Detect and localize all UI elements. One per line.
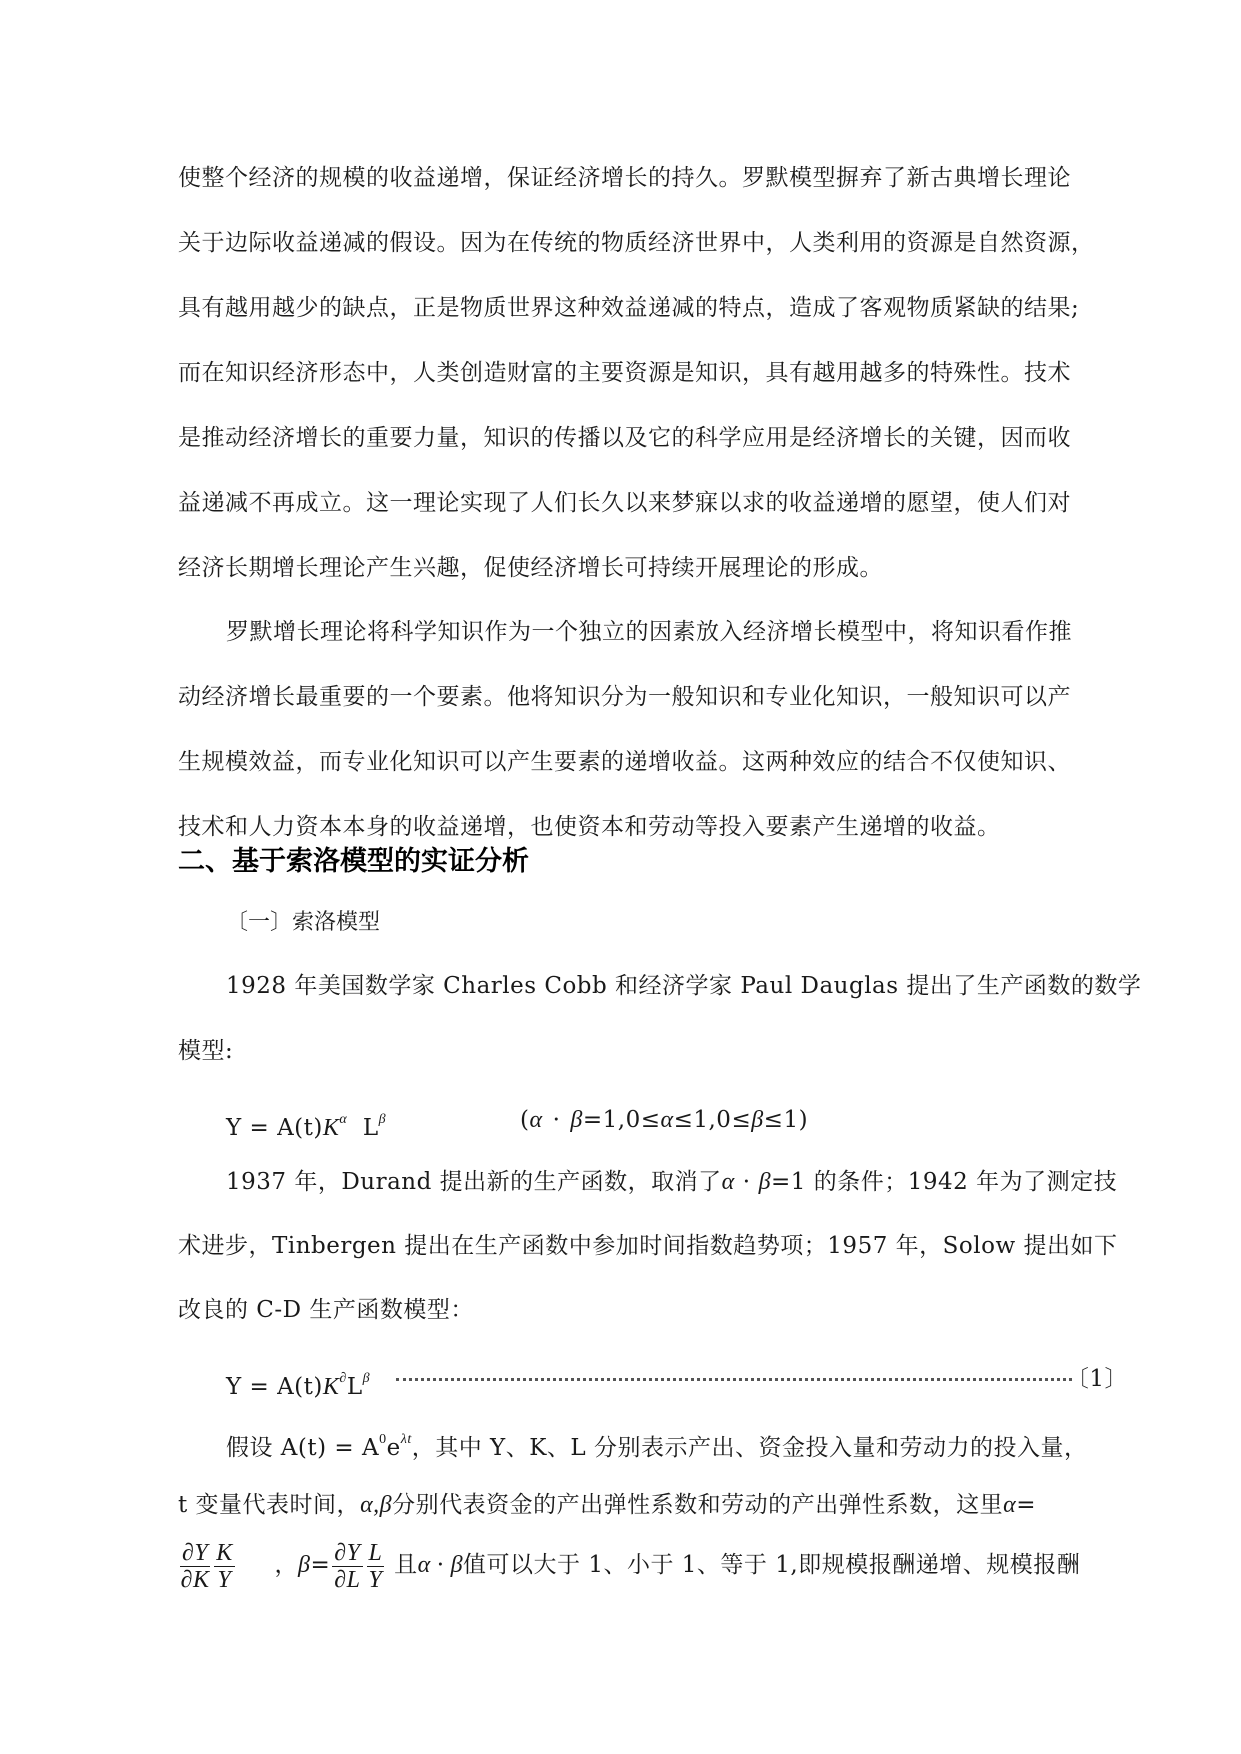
fraction-numerator: L bbox=[368, 1539, 383, 1566]
cond-beta: β bbox=[570, 1107, 583, 1133]
paragraph-line: 经济长期增长理论产生兴趣，促使经济增长可持续开展理论的形成。 bbox=[178, 555, 883, 581]
cond-alpha: α bbox=[660, 1107, 674, 1133]
text-span: 且 bbox=[394, 1552, 418, 1578]
paragraph-line: 改良的 C-D 生产函数模型： bbox=[178, 1297, 474, 1323]
alpha-symbol: α bbox=[1003, 1492, 1017, 1518]
text-span: 值可以大于 1、小于 1、等于 1,即规模报酬递增、规模报酬 bbox=[463, 1552, 1081, 1578]
text-span: 1937 年，Durand 提出新的生产函数，取消了 bbox=[226, 1169, 722, 1195]
alpha-beta-symbol: α,β bbox=[360, 1492, 393, 1518]
dot-symbol: · bbox=[742, 1169, 751, 1195]
exponent-lambda-t: λt bbox=[400, 1432, 412, 1447]
equals-sign: = bbox=[1016, 1492, 1037, 1518]
paragraph-line: 关于边际收益递减的假设。因为在传统的物质经济世界中，人类利用的资源是自然资源， bbox=[178, 230, 1095, 256]
text-span: t 变量代表时间， bbox=[178, 1492, 361, 1518]
formula-l: L bbox=[346, 1374, 363, 1400]
alpha-symbol: α bbox=[721, 1169, 735, 1195]
formula-lhs: Y = A(t) bbox=[226, 1115, 323, 1141]
cobb-douglas-formula bbox=[226, 1105, 1128, 1143]
text-span: 假设 A(t) = A bbox=[226, 1435, 380, 1461]
paragraph-line: 具有越用越少的缺点，正是物质世界这种效益递减的特点，造成了客观物质紧缺的结果; bbox=[178, 295, 1080, 321]
cond-open: ( bbox=[520, 1107, 530, 1133]
fraction-numerator: ∂Y bbox=[334, 1539, 361, 1566]
text-span: =1 的条件；1942 年为了测定技 bbox=[771, 1169, 1118, 1195]
solow-formula bbox=[226, 1364, 1128, 1402]
fraction-denominator: ∂K bbox=[180, 1566, 210, 1593]
formula-alpha-exp: α bbox=[339, 1112, 348, 1127]
a0-subscript: 0 bbox=[379, 1432, 387, 1447]
text-span: e bbox=[386, 1435, 401, 1461]
paragraph-line: 术进步，Tinbergen 提出在生产函数中参加时间指数趋势项；1957 年，Solow 提出如下 bbox=[178, 1233, 1118, 1259]
subsection-heading: 〔一〕索洛模型 bbox=[226, 910, 381, 935]
formula-lhs: Y = A(t) bbox=[226, 1374, 323, 1400]
beta-symbol: β bbox=[758, 1169, 772, 1195]
paragraph-line: 1928 年美国数学家 Charles Cobb 和经济学家 Paul Dauglas 提出了生产函数的数学 bbox=[226, 973, 1142, 999]
text-span: ，其中 Y、K、L 分别表示产出、资金投入量和劳动力的投入量， bbox=[411, 1435, 1088, 1461]
cond-rest: ≤1,0≤ bbox=[673, 1107, 752, 1133]
paragraph-line bbox=[226, 1425, 1128, 1463]
formula-beta-exp: β bbox=[378, 1112, 387, 1127]
fraction bbox=[332, 1540, 362, 1593]
fraction-numerator: K bbox=[216, 1539, 233, 1566]
paragraph-line bbox=[226, 1167, 1128, 1197]
elasticity-formula-line bbox=[178, 1530, 1128, 1600]
paragraph-line bbox=[178, 1490, 1128, 1520]
beta-symbol: β bbox=[450, 1552, 464, 1578]
formula-beta-exp: β bbox=[362, 1371, 371, 1386]
cond-beta: β bbox=[751, 1107, 764, 1133]
leader-dots bbox=[396, 1378, 1072, 1381]
cond-rest: ≤1) bbox=[763, 1107, 809, 1133]
text-span: 分别代表资金的产出弹性系数和劳动的产出弹性系数，这里 bbox=[392, 1492, 1004, 1518]
paragraph-line: 模型: bbox=[178, 1038, 234, 1064]
paragraph-line: 益递减不再成立。这一理论实现了人们长久以来梦寐以求的收益递增的愿望，使人们对 bbox=[178, 490, 1071, 516]
paragraph-line: 技术和人力资本本身的收益递增，也使资本和劳动等投入要素产生递增的收益。 bbox=[178, 814, 1001, 840]
cond-alpha: α bbox=[529, 1107, 543, 1133]
cond-rest: =1,0≤ bbox=[582, 1107, 661, 1133]
formula-l: L bbox=[362, 1115, 379, 1141]
paragraph-line: 是推动经济增长的重要力量，知识的传播以及它的科学应用是经济增长的关键，因而收 bbox=[178, 425, 1071, 451]
formula-k: K bbox=[322, 1115, 340, 1141]
cond-sep: · bbox=[552, 1107, 561, 1133]
beta-symbol: β bbox=[298, 1552, 311, 1578]
fraction-denominator: ∂L bbox=[334, 1566, 361, 1593]
comma: ， bbox=[274, 1552, 299, 1578]
fraction-numerator: ∂Y bbox=[182, 1539, 209, 1566]
paragraph-line: 使整个经济的规模的收益递增，保证经济增长的持久。罗默模型摒弃了新古典增长理论 bbox=[178, 165, 1071, 191]
equals-sign: = bbox=[310, 1552, 331, 1578]
paragraph-line: 动经济增长最重要的一个要素。他将知识分为一般知识和专业化知识，一般知识可以产 bbox=[178, 684, 1071, 710]
equation-number: 〔1〕 bbox=[1065, 1366, 1128, 1392]
fraction bbox=[367, 1540, 385, 1593]
section-heading: 二、基于索洛模型的实证分析 bbox=[178, 846, 529, 877]
formula-k-exp: ∂ bbox=[339, 1371, 347, 1386]
alpha-symbol: α bbox=[417, 1552, 431, 1578]
fraction-denominator: Y bbox=[217, 1566, 232, 1593]
formula-k: K bbox=[322, 1374, 340, 1400]
paragraph-line: 而在知识经济形态中，人类创造财富的主要资源是知识，具有越用越多的特殊性。技术 bbox=[178, 360, 1071, 386]
fraction bbox=[180, 1540, 210, 1593]
paragraph-line: 罗默增长理论将科学知识作为一个独立的因素放入经济增长模型中，将知识看作推 bbox=[226, 619, 1072, 645]
formula-condition bbox=[520, 1105, 808, 1135]
dot-symbol: · bbox=[436, 1552, 445, 1578]
fraction-denominator: Y bbox=[368, 1566, 383, 1593]
fraction bbox=[214, 1540, 235, 1593]
paragraph-line: 生规模效益，而专业化知识可以产生要素的递增收益。这两种效应的结合不仅使知识、 bbox=[178, 749, 1071, 775]
